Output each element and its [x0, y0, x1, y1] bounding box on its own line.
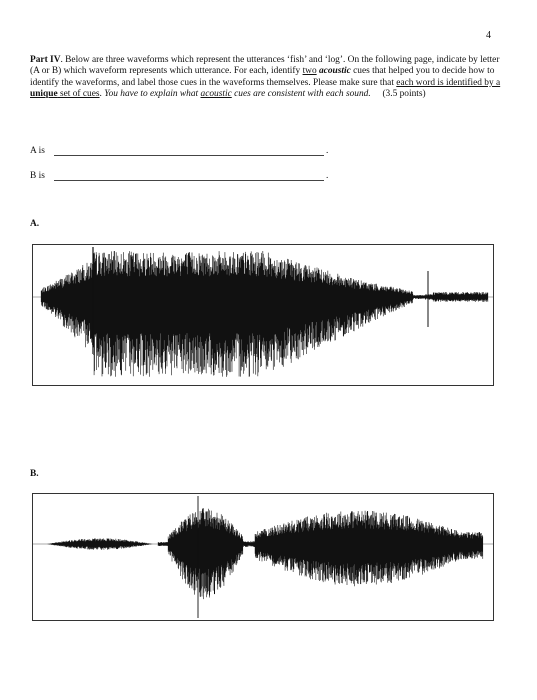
waveform-b-box — [32, 493, 494, 621]
part-label: Part IV — [30, 55, 61, 65]
instructions-text-4: . — [99, 88, 105, 99]
answer-b-blank[interactable] — [54, 171, 324, 181]
answer-b-terminator: . — [326, 171, 329, 181]
instructions-text-1: . Below are three waveforms which represent the utterances ‘fish’ and ‘log’. On the following page, indicate by letter (A or B) which waveform represents which utterance. For each, identify — [30, 55, 500, 77]
page-number: 4 — [486, 30, 491, 41]
answer-a-terminator: . — [326, 146, 329, 156]
answer-b-label: B is — [30, 171, 45, 181]
answer-a-label: A is — [30, 146, 45, 156]
waveform-b-plot — [33, 494, 493, 620]
waveform-trace — [41, 251, 488, 377]
waveform-a-label: A. — [30, 219, 40, 229]
answer-a-blank[interactable] — [54, 146, 324, 156]
part-iv-instructions — [30, 55, 505, 100]
answer-b-row — [30, 171, 328, 181]
instructions-underline-set: set of cues — [57, 88, 100, 99]
answer-a-row — [30, 146, 328, 156]
points: (3.5 points) — [382, 88, 426, 99]
instructions-underline-each: each word is identified by a — [396, 77, 501, 88]
waveform-a-box — [32, 244, 494, 386]
waveform-trace — [47, 508, 483, 599]
instructions-acoustic: acoustic — [318, 66, 351, 77]
instructions-italic-2: cues are consistent with each sound. — [231, 88, 371, 99]
waveform-b-label: B. — [30, 469, 39, 479]
waveform-a-plot — [33, 245, 493, 385]
instructions-underline-two: two — [302, 66, 317, 77]
instructions-text-3: cues that helped you to decide how to identify the waveforms, and label those cues in the waveforms themselves. Please make sure that — [30, 66, 495, 88]
instructions-unique: unique — [30, 88, 58, 99]
instructions-italic-1: You have to explain what — [104, 88, 201, 99]
instructions-italic-acoustic: acoustic — [200, 88, 232, 99]
